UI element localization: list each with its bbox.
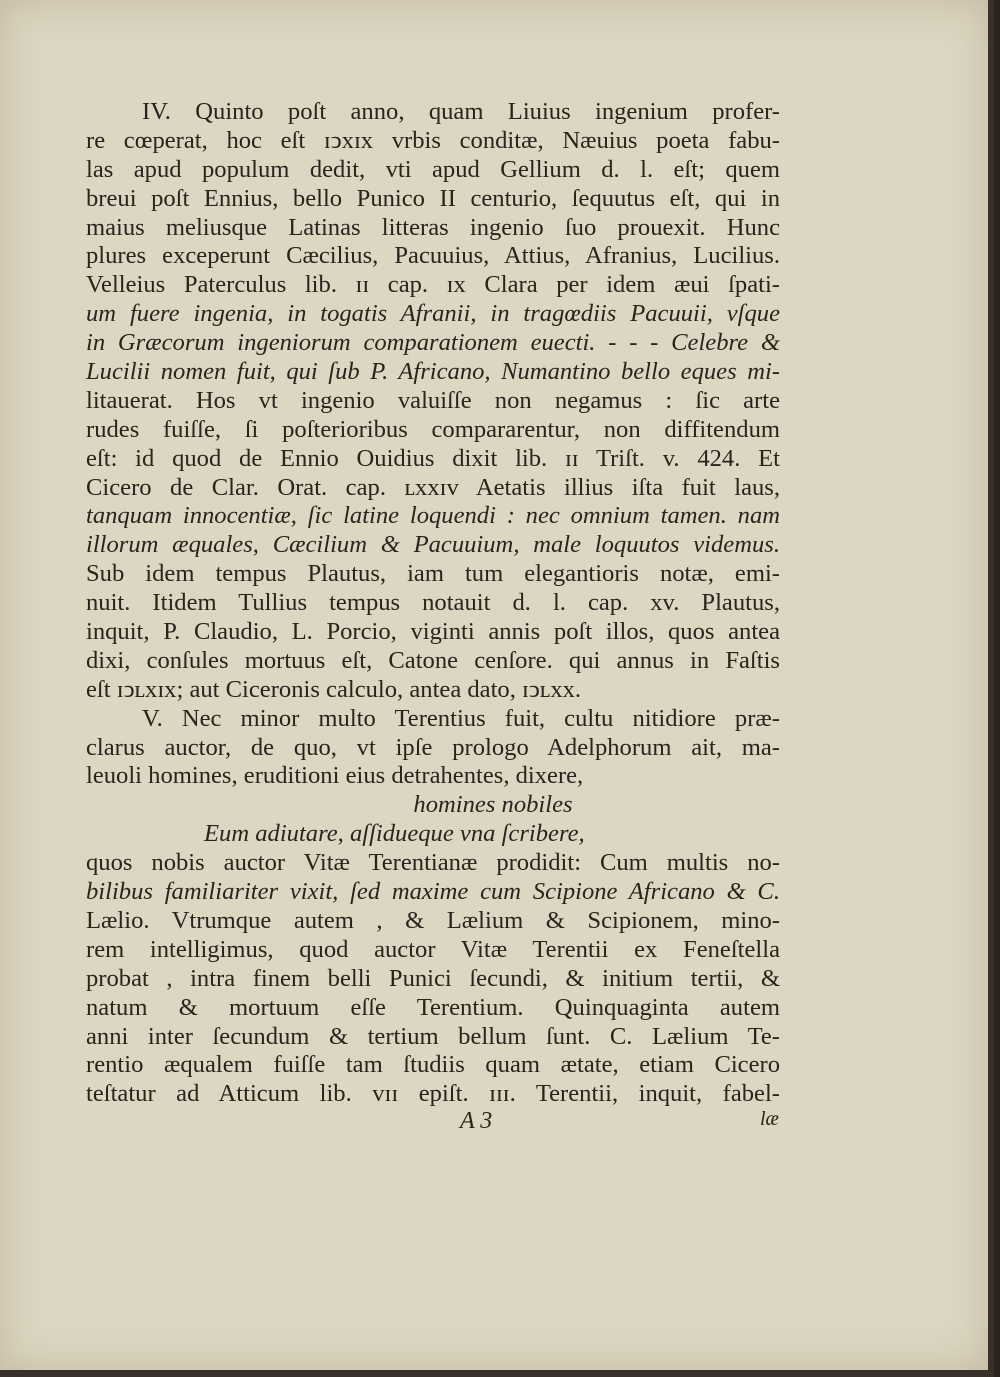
text-line: clarus auctor, de quo, vt ipſe prologo Adelphorum ait, ma- xyxy=(86,733,780,761)
text-line: rentio æqualem fuiſſe tam ſtudiis quam ætate, etiam Cicero xyxy=(86,1051,780,1079)
catchword: læ xyxy=(760,1108,779,1130)
text-line: bilibus familiariter vixit, ſed maxime cum Scipione Africano & C. xyxy=(86,878,780,906)
text-line: probat , intra finem belli Punici ſecundi, & initium tertii, & xyxy=(86,964,780,992)
text-line: V. Nec minor multo Terentius fuit, cultu nitidiore præ- xyxy=(142,704,780,732)
text-line: eſt ɪↄʟxɪx; aut Ciceronis calculo, antea dato, ɪↄʟxx. xyxy=(86,675,582,703)
text-line: anni inter ſecundum & tertium bellum ſunt. C. Lælium Te- xyxy=(86,1022,780,1050)
text-line: nuit. Itidem Tullius tempus notauit d. l. cap. xv. Plautus, xyxy=(86,589,780,617)
text-line: rudes fuiſſe, ſi poſterioribus compararentur, non diffitendum xyxy=(86,415,780,443)
text-line: maius meliusque Latinas litteras ingenio ſuo prouexit. Hunc xyxy=(86,213,780,241)
body-text xyxy=(86,98,780,1109)
verse-line: homines nobiles xyxy=(413,791,573,819)
text-line: Lucilii nomen fuit, qui ſub P. Africano, Numantino bello eques mi- xyxy=(86,358,780,386)
text-line: eſt: id quod de Ennio Ouidius dixit lib. ɪɪ Triſt. v. 424. Et xyxy=(86,444,780,472)
text-line: leuoli homines, eruditioni eius detrahentes, dixere, xyxy=(86,762,584,790)
text-line: Velleius Paterculus lib. ɪɪ cap. ɪx Clara per idem æui ſpati- xyxy=(86,271,780,299)
text-line: plures exceperunt Cæcilius, Pacuuius, Attius, Afranius, Lucilius. xyxy=(86,242,780,270)
text-line: Sub idem tempus Plautus, iam tum elegantioris notæ, emi- xyxy=(86,560,780,588)
verse-line: Eum adiutare, aſſidueque vna ſcribere, xyxy=(204,820,585,848)
signature-mark: A 3 xyxy=(460,1108,493,1134)
text-line: teſtatur ad Atticum lib. vɪɪ epiſt. ɪɪɪ. Terentii, inquit, fabel- xyxy=(86,1080,780,1108)
text-line: um fuere ingenia, in togatis Afranii, in tragœdiis Pacuuii, vſque xyxy=(86,300,780,328)
text-line: las apud populum dedit, vti apud Gellium d. l. eſt; quem xyxy=(86,155,780,183)
text-line: breui poſt Ennius, bello Punico II centurio, ſequutus eſt, qui in xyxy=(86,184,780,212)
text-line: tanquam innocentiæ, ſic latine loquendi : nec omnium tamen. nam xyxy=(86,502,780,530)
text-line: litauerat. Hos vt ingenio valuiſſe non negamus : ſic arte xyxy=(86,386,780,414)
text-line: quos nobis auctor Vitæ Terentianæ prodidit: Cum multis no- xyxy=(86,849,780,877)
text-line: natum & mortuum eſſe Terentium. Quinquaginta autem xyxy=(86,993,780,1021)
text-line: Lælio. Vtrumque autem , & Lælium & Scipionem, mino- xyxy=(86,906,780,934)
text-line: rem intelligimus, quod auctor Vitæ Terentii ex Feneſtella xyxy=(86,935,780,963)
text-line: in Græcorum ingeniorum comparationem euecti. - - - Celebre & xyxy=(86,329,780,357)
text-line: illorum æquales, Cæcilium & Pacuuium, male loquutos videmus. xyxy=(86,531,780,559)
text-line: IV. Quinto poſt anno, quam Liuius ingenium profer- xyxy=(142,98,780,125)
text-line: Cicero de Clar. Orat. cap. ʟxxɪv Aetatis illius iſta fuit laus, xyxy=(86,473,780,501)
text-line: inquit, P. Claudio, L. Porcio, viginti annis poſt illos, quos antea xyxy=(86,618,780,646)
text-line: dixi, conſules mortuus eſt, Catone cenſore. qui annus in Faſtis xyxy=(86,646,780,674)
text-line: re cœperat, hoc eſt ɪↄxɪx vrbis conditæ, Næuius poeta fabu- xyxy=(86,126,780,154)
